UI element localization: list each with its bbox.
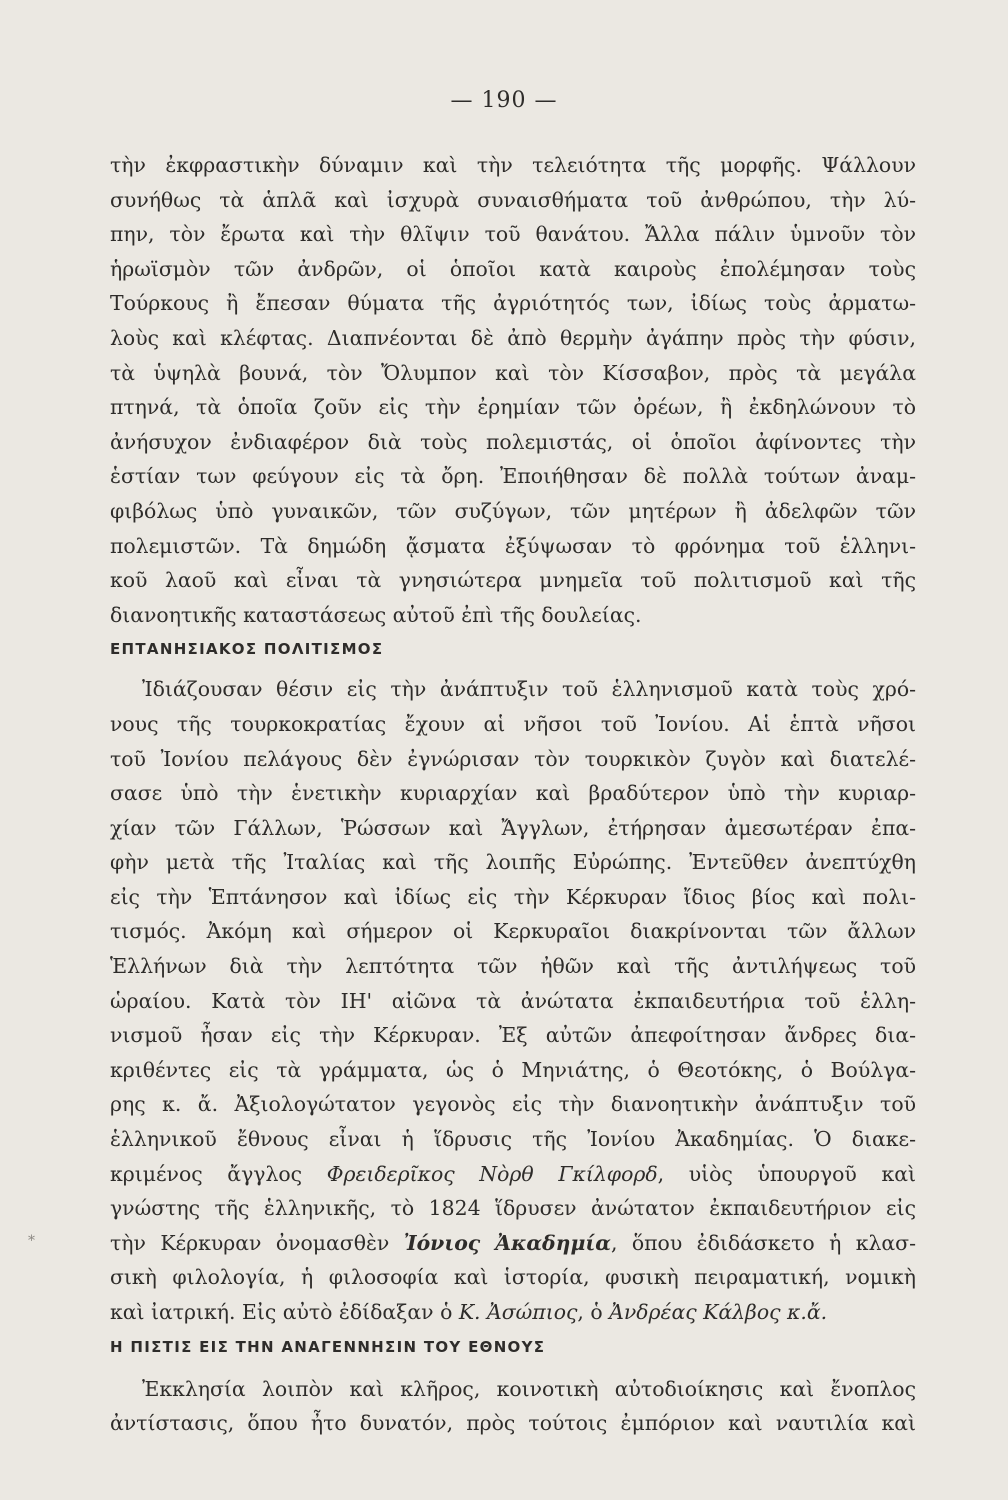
text-line: τισμός. Ἀκόμη καὶ σήμερον οἱ Κερκυραῖοι διακρίνονται τῶν ἄλλων	[110, 919, 916, 944]
text-run: , ὅπου ἐδιδάσκετο ἡ κλασ-	[610, 1230, 916, 1255]
text-line: νους τῆς τουρκοκρατίας ἔχουν αἱ νῆσοι τοῦ Ἰονίου. Αἱ ἑπτὰ νῆσοι	[110, 711, 916, 736]
bold-academy-name: Ἰόνιος Ἀκαδημία	[403, 1230, 611, 1255]
text-line: χίαν τῶν Γάλλων, Ῥώσσων καὶ Ἄγγλων, ἐτήρησαν ἀμεσωτέραν ἐπα-	[110, 815, 916, 840]
paragraph-2	[110, 672, 916, 1329]
text-line: συνήθως τὰ ἁπλᾶ καὶ ἰσχυρὰ συναισθήματα τοῦ ἀνθρώπου, τὴν λύ-	[110, 187, 916, 212]
text-line	[110, 1295, 916, 1330]
text-line: φιβόλως ὑπὸ γυναικῶν, τῶν συζύγων, τῶν μητέρων ἢ ἀδελφῶν τῶν	[110, 498, 916, 523]
text-line: πην, τὸν ἔρωτα καὶ τὴν θλῖψιν τοῦ θανάτου. Ἄλλα πάλιν ὑμνοῦν τὸν	[110, 222, 916, 247]
italic-name-asopios: Κ. Ἀσώπιος	[458, 1300, 578, 1324]
text-line: τὴν ἐκφραστικὴν δύναμιν καὶ τὴν τελειότητα τῆς μορφῆς. Ψάλλουν	[110, 153, 916, 177]
section-heading-rebirth: Η ΠΙΣΤΙΣ ΕΙΣ ΤΗΝ ΑΝΑΓΕΝΝΗΣΙΝ ΤΟΥ ΕΘΝΟΥΣ	[110, 1337, 546, 1356]
text-line: εἰς τὴν Ἑπτάνησον καὶ ἰδίως εἰς τὴν Κέρκυραν ἴδιος βίος καὶ πολι-	[110, 884, 916, 909]
text-line: κριθέντες εἰς τὰ γράμματα, ὡς ὁ Μηνιάτης, ὁ Θεοτόκης, ὁ Βούλγα-	[110, 1057, 916, 1082]
text-line: Τούρκους ἢ ἔπεσαν θύματα τῆς ἀγριότητός των, ἰδίως τοὺς ἀρματω-	[110, 291, 916, 316]
italic-name-guilford: Φρειδερῖκος Νὸρθ Γκίλφορδ	[326, 1161, 658, 1186]
italic-name-kalvos: Ἀνδρέας Κάλβος κ.ἄ.	[609, 1300, 828, 1324]
section-heading-ionian: ΕΠΤΑΝΗΣΙΑΚΟΣ ΠΟΛΙΤΙΣΜΟΣ	[110, 640, 384, 659]
text-line: Ἐκκλησία λοιπὸν καὶ κλῆρος, κοινοτικὴ αὐτοδιοίκησις καὶ ἔνοπλος	[142, 1376, 916, 1401]
paragraph-1	[110, 148, 916, 632]
margin-mark: *	[28, 1233, 35, 1249]
text-line: ὡραίου. Κατὰ τὸν ΙΗ' αἰῶνα τὰ ἀνώτατα ἐκπαιδευτήρια τοῦ ἑλλη-	[110, 988, 916, 1013]
text-line: ἡρωϊσμὸν τῶν ἀνδρῶν, οἱ ὁποῖοι κατὰ καιροὺς ἐπολέμησαν τοὺς	[110, 256, 916, 281]
text-line: Ἑλλήνων διὰ τὴν λεπτότητα τῶν ἠθῶν καὶ τῆς ἀντιλήψεως τοῦ	[110, 954, 916, 979]
text-line: ρης κ. ἄ. Ἀξιολογώτατον γεγονὸς εἰς τὴν διανοητικὴν ἀνάπτυξιν τοῦ	[110, 1092, 916, 1117]
text-line: νισμοῦ ἦσαν εἰς τὴν Κέρκυραν. Ἐξ αὐτῶν ἀπεφοίτησαν ἄνδρες δια-	[110, 1023, 916, 1048]
text-line: τὰ ὑψηλὰ βουνά, τὸν Ὄλυμπον καὶ τὸν Κίσσαβον, πρὸς τὰ μεγάλα	[110, 360, 916, 385]
text-run: , υἱὸς ὑπουργοῦ καὶ	[657, 1161, 916, 1186]
text-line	[110, 1157, 916, 1192]
text-line	[110, 1226, 916, 1261]
text-line: ἀντίστασις, ὅπου ἦτο δυνατόν, πρὸς τούτοις ἐμπόριον καὶ ναυτιλία καὶ	[110, 1411, 916, 1436]
text-run: τὴν Κέρκυραν ὀνομασθὲν	[110, 1230, 404, 1255]
text-line: κοῦ λαοῦ καὶ εἶναι τὰ γνησιώτερα μνημεῖα τοῦ πολιτισμοῦ καὶ τῆς	[110, 568, 916, 593]
body-text	[110, 148, 916, 1441]
text-line: φὴν μετὰ τῆς Ἰταλίας καὶ τῆς λοιπῆς Εὐρώπης. Ἐντεῦθεν ἀνεπτύχθη	[110, 850, 916, 875]
text-line: λοὺς καὶ κλέφτας. Διαπνέονται δὲ ἀπὸ θερμὴν ἀγάπην πρὸς τὴν φύσιν,	[110, 325, 916, 350]
text-run: , ὁ	[577, 1300, 610, 1324]
text-run: κριμένος ἄγγλος	[110, 1161, 327, 1186]
paragraph-3	[110, 1372, 916, 1441]
text-line: πτηνά, τὰ ὁποῖα ζοῦν εἰς τὴν ἐρημίαν τῶν ὀρέων, ἢ ἐκδηλώνουν τὸ	[110, 395, 916, 420]
text-line: ἑστίαν των φεύγουν εἰς τὰ ὄρη. Ἐποιήθησαν δὲ πολλὰ τούτων ἀναμ-	[110, 464, 916, 489]
text-line: ἑλληνικοῦ ἔθνους εἶναι ἡ ἵδρυσις τῆς Ἰονίου Ἀκαδημίας. Ὁ διακε-	[110, 1127, 916, 1152]
text-line: ἀνήσυχον ἐνδιαφέρον διὰ τοὺς πολεμιστάς, οἱ ὁποῖοι ἀφίνοντες τὴν	[110, 429, 916, 454]
text-line: πολεμιστῶν. Τὰ δημώδη ᾄσματα ἐξύψωσαν τὸ φρόνημα τοῦ ἑλληνι-	[110, 533, 916, 558]
text-run: καὶ ἰατρική. Εἰς αὐτὸ ἐδίδαξαν ὁ	[110, 1300, 459, 1324]
text-line: σασε ὑπὸ τὴν ἑνετικὴν κυριαρχίαν καὶ βραδύτερον ὑπὸ τὴν κυριαρ-	[110, 781, 916, 806]
text-line: γνώστης τῆς ἑλληνικῆς, τὸ 1824 ἵδρυσεν ἀνώτατον ἐκπαιδευτήριον εἰς	[110, 1196, 916, 1221]
text-line: Ἰδιάζουσαν θέσιν εἰς τὴν ἀνάπτυξιν τοῦ ἑλληνισμοῦ κατὰ τοὺς χρό-	[142, 677, 916, 702]
text-line: τοῦ Ἰονίου πελάγους δὲν ἐγνώρισαν τὸν τουρκικὸν ζυγὸν καὶ διατελέ-	[110, 746, 916, 771]
page-number: — 190 —	[450, 88, 558, 113]
text-line: σικὴ φιλολογία, ἡ φιλοσοφία καὶ ἱστορία, φυσικὴ πειραματική, νομικὴ	[110, 1265, 916, 1290]
text-line: διανοητικῆς καταστάσεως αὐτοῦ ἐπὶ τῆς δουλείας.	[110, 602, 642, 627]
